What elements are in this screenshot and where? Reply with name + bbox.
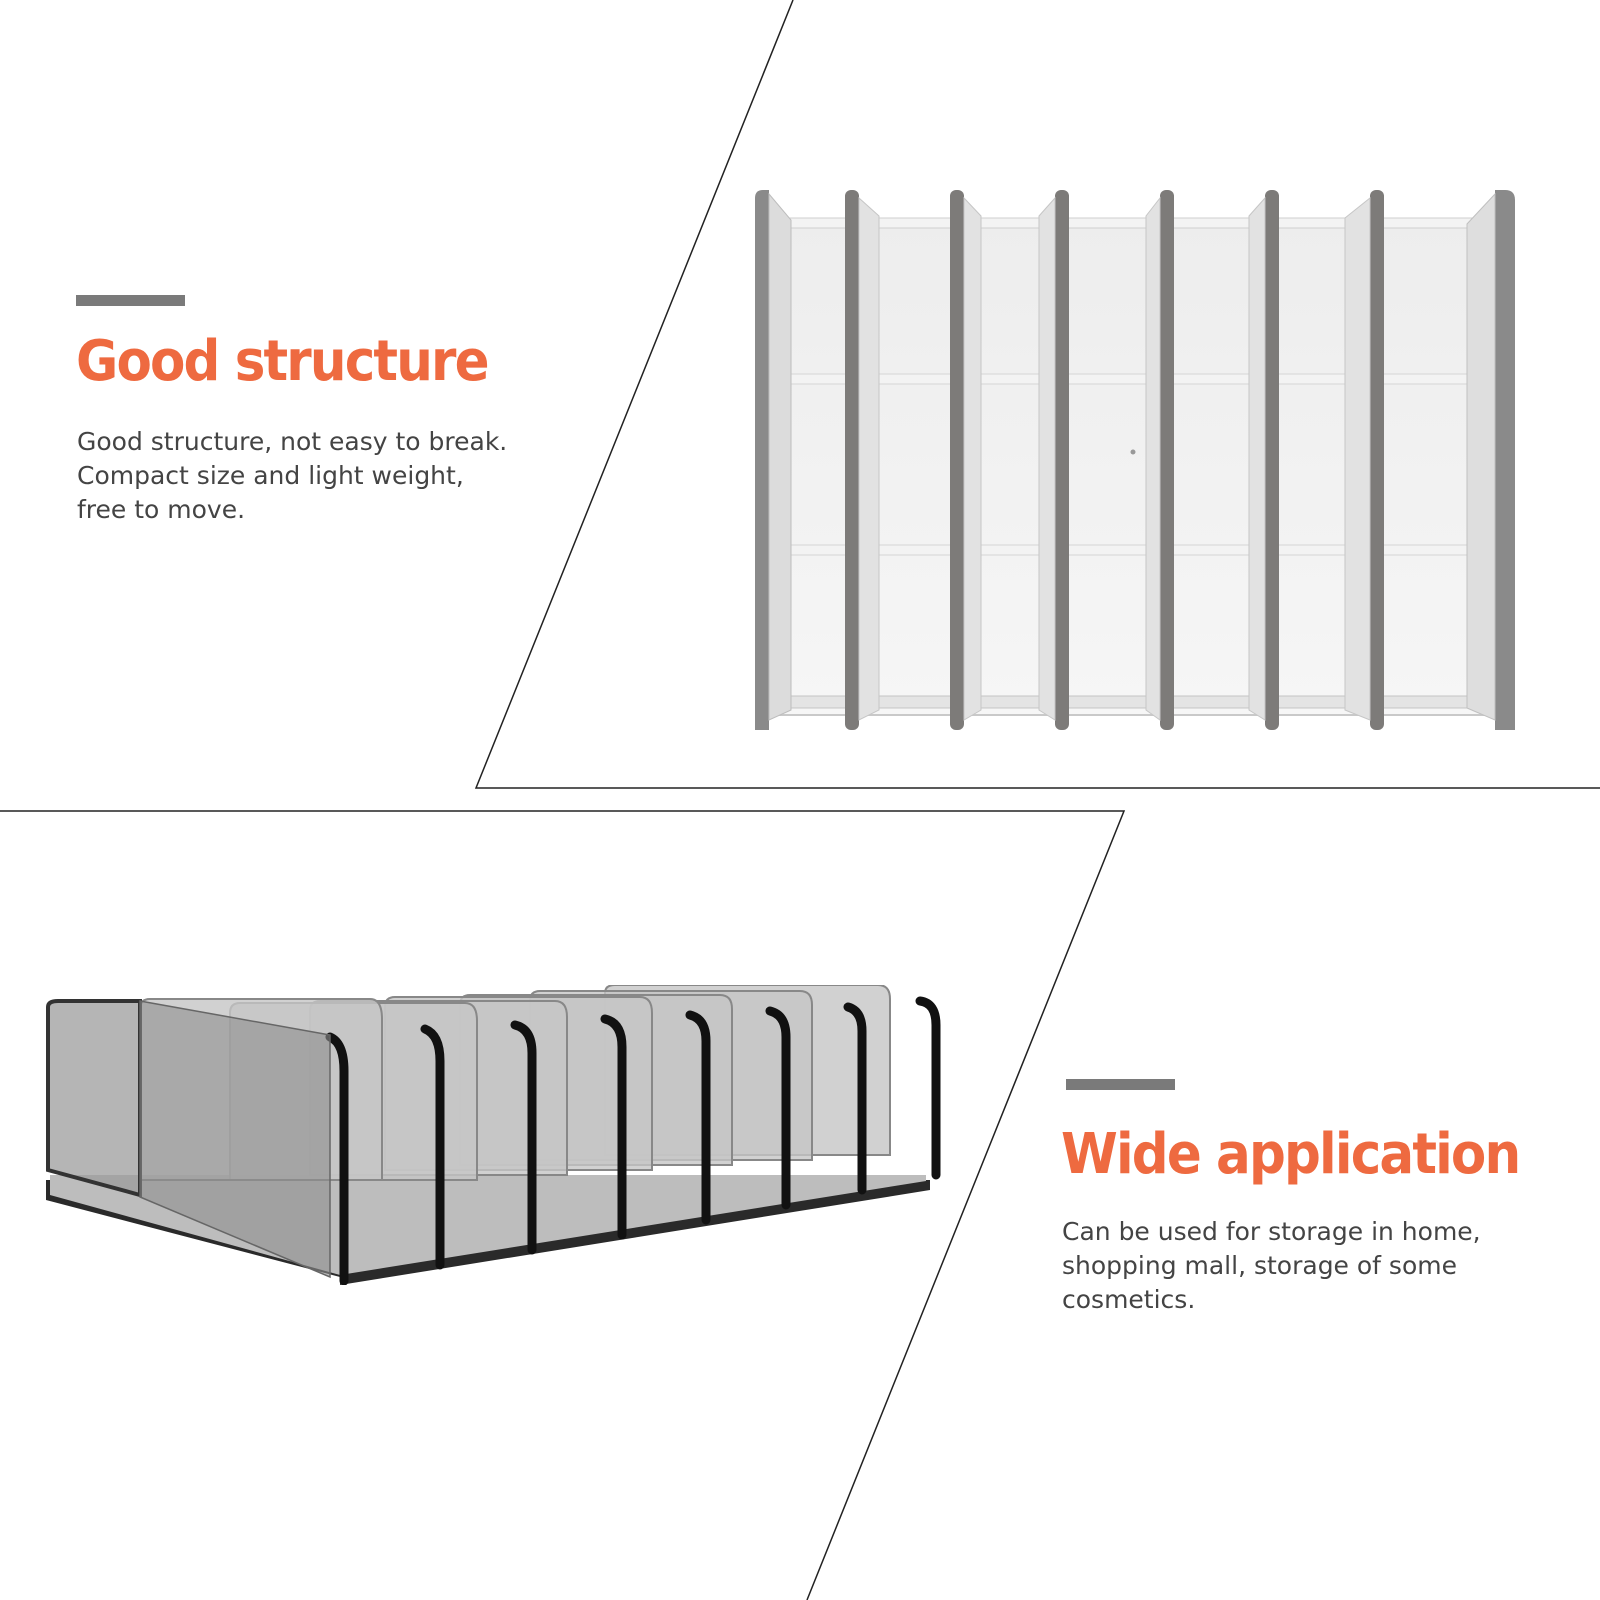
section-description — [1062, 1215, 1481, 1317]
accent-bar — [76, 295, 185, 306]
accent-bar — [1066, 1079, 1175, 1090]
left-end-wall — [48, 1001, 140, 1195]
description-line: free to move. — [77, 495, 246, 524]
section-description — [77, 425, 507, 527]
organizer-angled-view-image — [40, 985, 960, 1285]
description-line: shopping mall, storage of some — [1062, 1251, 1457, 1280]
section-heading-good-structure: Good structure — [76, 329, 488, 394]
section-heading-wide-application: Wide application — [1061, 1122, 1520, 1187]
description-line: Can be used for storage in home, — [1062, 1217, 1481, 1246]
organizer-front-view-image — [755, 190, 1517, 735]
left-side-wall — [755, 190, 769, 730]
description-line: cosmetics. — [1062, 1285, 1196, 1314]
description-line: Compact size and light weight, — [77, 461, 464, 490]
right-side-wall — [1495, 190, 1515, 730]
description-line: Good structure, not easy to break. — [77, 427, 508, 456]
